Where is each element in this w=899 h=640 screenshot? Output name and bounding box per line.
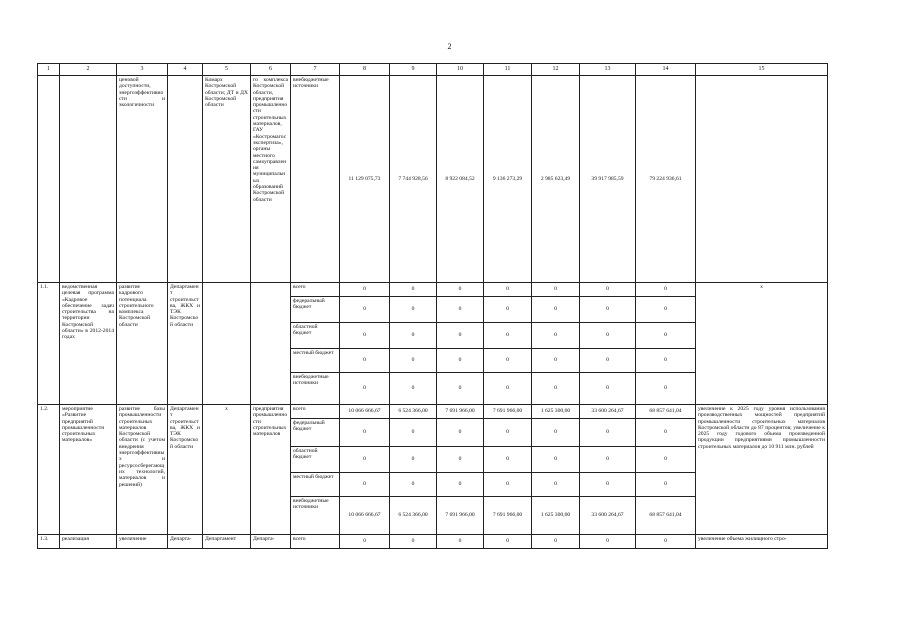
value-cell: 68 857 641,04 bbox=[636, 497, 696, 535]
column-number: 2 bbox=[60, 64, 117, 76]
value-cell: 0 bbox=[484, 419, 532, 447]
value-cell: 0 bbox=[580, 297, 636, 323]
value-cell: 0 bbox=[484, 447, 532, 473]
value-cell: 0 bbox=[390, 323, 437, 349]
responsible: х bbox=[203, 405, 251, 535]
executor: Департамент строительства, ЖКХ и ТЭК Костромской области bbox=[168, 283, 203, 405]
value-cell: 0 bbox=[340, 349, 390, 373]
value-cell: 0 bbox=[390, 283, 437, 297]
value-cell: 0 bbox=[390, 473, 437, 497]
value-cell: 0 bbox=[580, 447, 636, 473]
funding-source: областной бюджет bbox=[291, 447, 340, 473]
value-cell: 6 524 366,00 bbox=[390, 497, 437, 535]
measure-name: мероприятие «Развитие предприятий промышленности строительных материалов» bbox=[60, 405, 117, 535]
program-table bbox=[37, 63, 828, 549]
value-cell: 0 bbox=[340, 297, 390, 323]
page-number: 2 bbox=[447, 42, 452, 51]
funding-source: федеральный бюджет bbox=[291, 419, 340, 447]
value-cell: 0 bbox=[532, 447, 580, 473]
value-cell: 0 bbox=[340, 323, 390, 349]
value-cell: 0 bbox=[340, 283, 390, 297]
value-cell: 68 857 641,04 bbox=[636, 405, 696, 419]
value-cell: 1 625 300,00 bbox=[532, 497, 580, 535]
value-cell: 0 bbox=[437, 447, 484, 473]
participants: предприятия промышленности строительных материалов bbox=[251, 405, 291, 535]
value-cell: 0 bbox=[390, 447, 437, 473]
value-cell: 2 985 623,49 bbox=[532, 76, 580, 283]
measure-goal: ценовой доступности, энергоэффективности и экологичности bbox=[117, 76, 168, 283]
executor: Департамент строительства, ЖКХ и ТЭК Костромской области bbox=[168, 405, 203, 535]
value-cell: 0 bbox=[390, 535, 437, 549]
value-cell: 0 bbox=[580, 535, 636, 549]
value-cell: 0 bbox=[437, 323, 484, 349]
value-cell: 10 066 666,67 bbox=[340, 497, 390, 535]
column-number: 9 bbox=[390, 64, 437, 76]
expected-result: увеличение к 2025 году уровня использования производственных мощностей предприятий промышленности строительных материалов Костромской области до 87 процентов; увеличение к 2025 году годового объема произведенной продукции предприятиями промышленности строительных материалов до 10 911 млн. рублей bbox=[696, 405, 828, 535]
column-number: 13 bbox=[580, 64, 636, 76]
funding-source: внебюджетные источники bbox=[291, 497, 340, 535]
table-row bbox=[38, 405, 828, 419]
value-cell: 0 bbox=[532, 535, 580, 549]
responsible bbox=[203, 283, 251, 405]
value-cell: 10 066 666,67 bbox=[340, 405, 390, 419]
responsible: Департамент bbox=[203, 535, 251, 549]
value-cell: 7 691 966,00 bbox=[437, 405, 484, 419]
row-number: 1.2. bbox=[38, 405, 60, 535]
column-number: 5 bbox=[203, 64, 251, 76]
table-row bbox=[38, 76, 828, 283]
value-cell: 0 bbox=[437, 349, 484, 373]
participants: го комплекса Костромской области, предприятия промышленности строительных материалов, ГАУ «Костромагосэкспертиза», органы местного самоуправления муниципальных образований Костромской области bbox=[251, 76, 291, 283]
value-cell: 0 bbox=[484, 283, 532, 297]
value-cell: 0 bbox=[580, 473, 636, 497]
measure-goal: увеличение bbox=[117, 535, 168, 549]
value-cell: 0 bbox=[636, 473, 696, 497]
funding-source: всего bbox=[291, 405, 340, 419]
value-cell: 9 136 273,29 bbox=[484, 76, 532, 283]
column-number: 8 bbox=[340, 64, 390, 76]
value-cell: 0 bbox=[484, 373, 532, 405]
value-cell: 0 bbox=[532, 349, 580, 373]
value-cell: 8 922 084,52 bbox=[437, 76, 484, 283]
row-number: 1.3. bbox=[38, 535, 60, 549]
value-cell: 0 bbox=[390, 297, 437, 323]
expected-result: увеличение объема жилищного стро- bbox=[696, 535, 828, 549]
value-cell: 0 bbox=[636, 283, 696, 297]
value-cell: 7 691 966,00 bbox=[484, 497, 532, 535]
column-number: 15 bbox=[696, 64, 828, 76]
value-cell: 0 bbox=[340, 373, 390, 405]
value-cell: 6 524 366,00 bbox=[390, 405, 437, 419]
value-cell: 0 bbox=[340, 535, 390, 549]
column-number: 11 bbox=[484, 64, 532, 76]
column-number: 12 bbox=[532, 64, 580, 76]
value-cell: 0 bbox=[636, 323, 696, 349]
value-cell: 0 bbox=[340, 419, 390, 447]
value-cell: 0 bbox=[636, 419, 696, 447]
column-number: 7 bbox=[291, 64, 340, 76]
value-cell: 0 bbox=[580, 419, 636, 447]
value-cell: 0 bbox=[437, 535, 484, 549]
column-number: 1 bbox=[38, 64, 60, 76]
value-cell: 0 bbox=[390, 419, 437, 447]
participants bbox=[251, 283, 291, 405]
value-cell: 0 bbox=[532, 323, 580, 349]
value-cell: 11 129 075,73 bbox=[340, 76, 390, 283]
column-number: 3 bbox=[117, 64, 168, 76]
value-cell: 0 bbox=[484, 473, 532, 497]
participants: Департа- bbox=[251, 535, 291, 549]
value-cell: 0 bbox=[484, 535, 532, 549]
column-number: 14 bbox=[636, 64, 696, 76]
value-cell: 0 bbox=[437, 297, 484, 323]
table-row bbox=[38, 535, 828, 549]
column-number-row bbox=[38, 64, 828, 76]
funding-source: всего bbox=[291, 535, 340, 549]
value-cell: 0 bbox=[484, 297, 532, 323]
measure-name: ведомственная целевая программа «Кадровое обеспечение задач строительства на территории Костромской области» в 2012-2014 годах bbox=[60, 283, 117, 405]
funding-source: областной бюджет bbox=[291, 323, 340, 349]
value-cell: 0 bbox=[636, 349, 696, 373]
value-cell: 7 744 928,56 bbox=[390, 76, 437, 283]
value-cell: 0 bbox=[636, 447, 696, 473]
value-cell: 0 bbox=[532, 473, 580, 497]
value-cell: 0 bbox=[484, 323, 532, 349]
value-cell: 0 bbox=[532, 419, 580, 447]
row-number bbox=[38, 76, 60, 283]
value-cell: 0 bbox=[532, 297, 580, 323]
table-row bbox=[38, 283, 828, 297]
value-cell: 0 bbox=[636, 373, 696, 405]
measure-goal: развитие базы промышленности строительных материалов Костромской области (с учетом внедрения энергоэффективных и ресурсосберегающих технологий, материалов и решений) bbox=[117, 405, 168, 535]
funding-source: всего bbox=[291, 283, 340, 297]
value-cell: 0 bbox=[390, 349, 437, 373]
value-cell: 0 bbox=[580, 349, 636, 373]
expected-result bbox=[696, 76, 828, 283]
value-cell: 0 bbox=[532, 283, 580, 297]
column-number: 6 bbox=[251, 64, 291, 76]
value-cell: 0 bbox=[437, 373, 484, 405]
column-number: 10 bbox=[437, 64, 484, 76]
value-cell: 0 bbox=[580, 283, 636, 297]
column-number: 4 bbox=[168, 64, 203, 76]
funding-source: местный бюджет bbox=[291, 349, 340, 373]
funding-source: федеральный бюджет bbox=[291, 297, 340, 323]
measure-name: реализация bbox=[60, 535, 117, 549]
value-cell: 0 bbox=[437, 473, 484, 497]
value-cell: 79 224 936,61 bbox=[636, 76, 696, 283]
funding-source: внебюджетные источники bbox=[291, 76, 340, 283]
value-cell: 0 bbox=[340, 473, 390, 497]
value-cell: 0 bbox=[636, 535, 696, 549]
measure-name bbox=[60, 76, 117, 283]
value-cell: 1 625 300,00 bbox=[532, 405, 580, 419]
executor bbox=[168, 76, 203, 283]
funding-source: внебюджетные источники bbox=[291, 373, 340, 405]
value-cell: 0 bbox=[390, 373, 437, 405]
value-cell: 0 bbox=[484, 349, 532, 373]
responsible: Комарх Костромской области; ДТ и ДХ Костромской области bbox=[203, 76, 251, 283]
value-cell: 0 bbox=[437, 283, 484, 297]
value-cell: 7 691 966,00 bbox=[437, 497, 484, 535]
measure-goal: развитие кадрового потенциала строительного комплекса Костромской области bbox=[117, 283, 168, 405]
value-cell: 7 691 966,00 bbox=[484, 405, 532, 419]
expected-result: х bbox=[696, 283, 828, 405]
value-cell: 0 bbox=[532, 373, 580, 405]
funding-source: местный бюджет bbox=[291, 473, 340, 497]
value-cell: 0 bbox=[636, 297, 696, 323]
value-cell: 0 bbox=[340, 447, 390, 473]
value-cell: 33 600 264,67 bbox=[580, 405, 636, 419]
value-cell: 39 917 985,59 bbox=[580, 76, 636, 283]
value-cell: 0 bbox=[580, 323, 636, 349]
value-cell: 0 bbox=[580, 373, 636, 405]
value-cell: 0 bbox=[437, 419, 484, 447]
value-cell: 33 600 264,67 bbox=[580, 497, 636, 535]
row-number: 1.1. bbox=[38, 283, 60, 405]
executor: Департа- bbox=[168, 535, 203, 549]
